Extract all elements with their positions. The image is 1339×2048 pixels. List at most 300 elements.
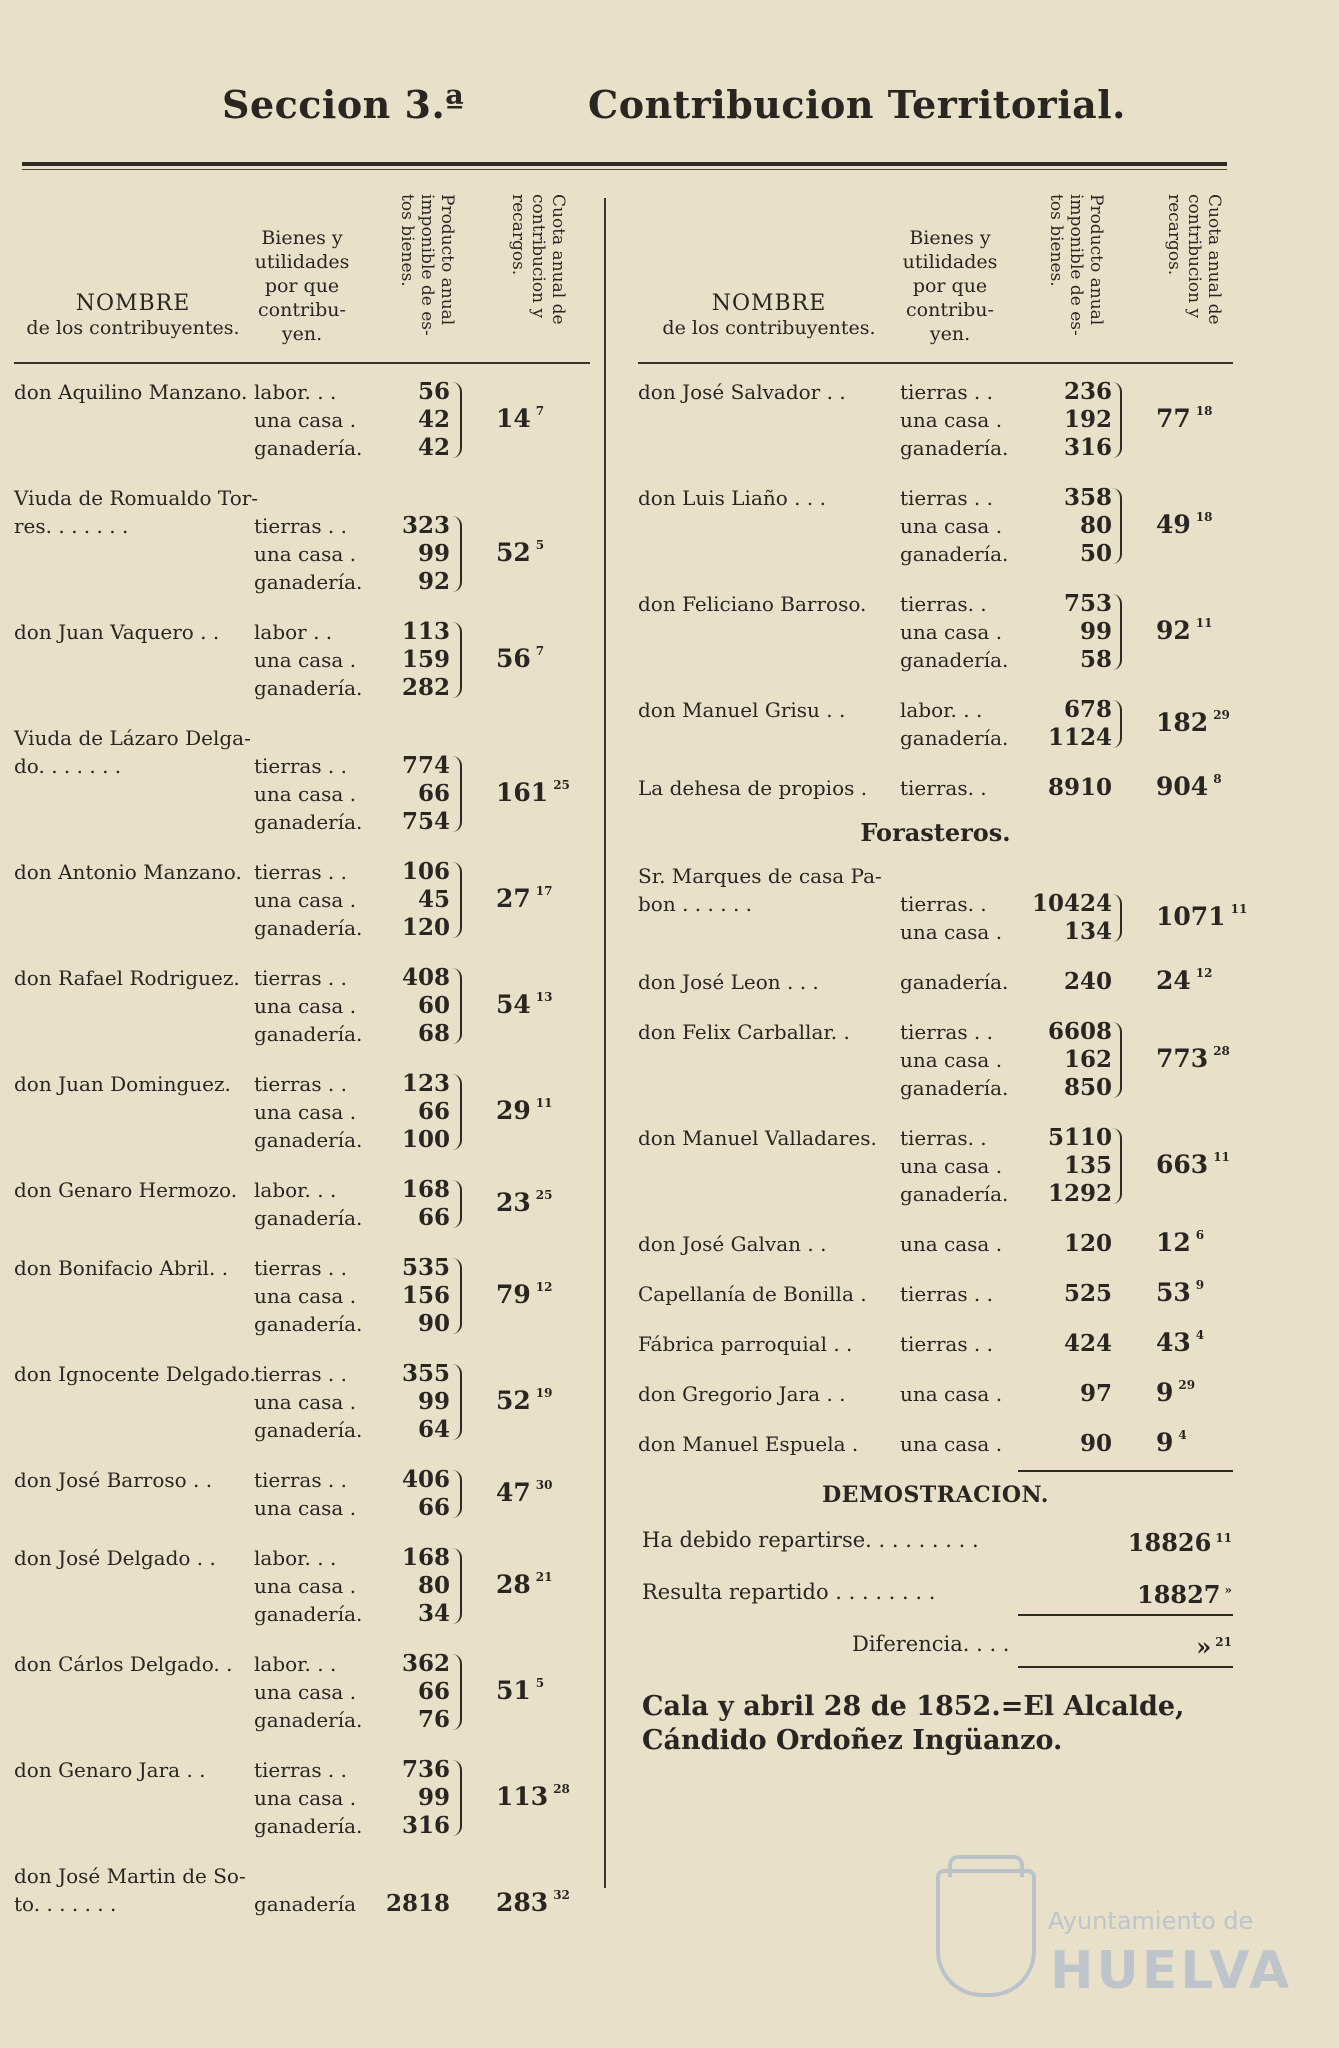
property-type: una casa . xyxy=(254,1284,357,1308)
property-value: 92 xyxy=(417,568,450,595)
property-item xyxy=(254,1572,450,1600)
property-value: 754 xyxy=(401,808,450,835)
contributor-entry xyxy=(638,378,1233,462)
contributor-name-line: Sr. Marques de casa Pa- xyxy=(638,864,882,888)
contributor-entry xyxy=(14,1862,590,1918)
contributor-name-line: Viuda de Lázaro Delga- xyxy=(14,726,251,750)
cuota-value xyxy=(496,644,544,673)
cuota-value xyxy=(1156,966,1213,995)
cuota-value xyxy=(1156,1228,1204,1257)
property-type: tierras . . xyxy=(254,1758,348,1782)
property-value: 736 xyxy=(401,1756,450,1783)
contributor-name xyxy=(14,964,240,992)
property-item xyxy=(900,724,1112,752)
cuota-reales: 54 xyxy=(496,990,531,1019)
grouping-brace xyxy=(1112,382,1122,458)
cuota-cents: 28 xyxy=(553,1782,570,1796)
property-item xyxy=(254,1360,450,1388)
grouping-brace xyxy=(1112,1128,1122,1204)
contributor-name xyxy=(14,1360,256,1388)
contributor-entry xyxy=(14,378,590,462)
contributor-name xyxy=(638,1430,858,1458)
diferencia-cents: 21 xyxy=(1215,1635,1232,1649)
cuota-reales: 43 xyxy=(1156,1328,1191,1357)
property-value: 358 xyxy=(1063,484,1112,511)
property-value: 90 xyxy=(417,1310,450,1337)
contributor-name-line: don José Galvan . . xyxy=(638,1232,827,1256)
cuota-cents: 5 xyxy=(535,1676,545,1690)
property-type: tierras . . xyxy=(254,1468,348,1492)
property-value: 99 xyxy=(1079,618,1112,645)
cuota-reales: 29 xyxy=(496,1096,531,1125)
header-nombre-sub: de los contribuyentes. xyxy=(662,317,876,339)
contributor-entry xyxy=(638,696,1233,752)
property-type: una casa . xyxy=(900,1432,1003,1456)
property-value: 58 xyxy=(1079,646,1112,673)
header-bienes: Bienes y utilidades por que contribu-yen. xyxy=(254,227,350,345)
property-items xyxy=(900,1124,1112,1208)
property-type: una casa . xyxy=(254,542,357,566)
cuota-value xyxy=(496,1386,553,1415)
cuota-reales: 182 xyxy=(1156,708,1209,737)
cuota-value xyxy=(1156,1150,1230,1179)
property-items xyxy=(900,590,1112,674)
cuota-reales: 92 xyxy=(1156,616,1191,645)
cuota-cents: 32 xyxy=(553,1888,570,1902)
property-items xyxy=(254,512,450,596)
debido-repartirse-label: Ha debido repartirse. . . . . . . . . xyxy=(642,1528,979,1552)
resulta-repartido xyxy=(642,1580,1232,1609)
property-item xyxy=(900,696,1112,724)
contributor-entry xyxy=(14,964,590,1048)
cuota-cents: 8 xyxy=(1213,772,1222,786)
property-item xyxy=(254,1254,450,1282)
property-type: una casa . xyxy=(900,620,1003,644)
property-type: una casa . xyxy=(254,1496,357,1520)
contributor-entry xyxy=(14,618,590,702)
property-items xyxy=(900,890,1112,946)
property-item xyxy=(254,540,450,568)
property-item xyxy=(254,674,450,702)
cuota-reales: 904 xyxy=(1156,772,1209,801)
property-value: 99 xyxy=(417,1784,450,1811)
property-item xyxy=(254,1176,450,1204)
contributor-name-line: don Juan Vaquero . . xyxy=(14,620,220,644)
contributor-name xyxy=(14,858,242,886)
property-item xyxy=(254,406,450,434)
forasteros-heading: Forasteros. xyxy=(860,818,1011,847)
property-value: 6608 xyxy=(1047,1018,1112,1045)
cuota-cents: 11 xyxy=(1213,1150,1230,1164)
cuota-cents: 6 xyxy=(1195,1228,1205,1242)
debido-repartirse xyxy=(642,1528,1232,1557)
cuota-value xyxy=(496,1676,544,1705)
cuota-value xyxy=(1156,1378,1195,1407)
cuota-reales: 663 xyxy=(1156,1150,1209,1179)
property-type: tierras . . xyxy=(254,966,348,990)
property-item xyxy=(900,774,1112,802)
property-item xyxy=(254,646,450,674)
grouping-brace xyxy=(452,1364,462,1440)
property-item xyxy=(254,1678,450,1706)
property-value: 80 xyxy=(1079,512,1112,539)
grouping-brace xyxy=(452,756,462,832)
property-type: ganadería. xyxy=(254,1206,363,1230)
grouping-brace xyxy=(1112,594,1122,670)
property-type: tierras . . xyxy=(254,1362,348,1386)
property-type: tierras . . xyxy=(254,514,348,538)
debido-repartirse-amount: 18826 xyxy=(1127,1528,1212,1557)
contributor-name xyxy=(638,1124,877,1152)
cuota-value xyxy=(496,1188,553,1217)
right-table-header xyxy=(638,190,1233,364)
contributor-entry xyxy=(638,862,1248,946)
contributor-name-line: don José Martin de So- xyxy=(14,1864,246,1888)
right-column xyxy=(638,190,1248,1756)
cuota-value xyxy=(496,1570,553,1599)
cuota-cents: 18 xyxy=(1195,404,1213,418)
grouping-brace xyxy=(452,968,462,1044)
cuota-value xyxy=(1156,902,1247,931)
property-items xyxy=(254,1756,450,1840)
property-type: ganadería. xyxy=(254,570,363,594)
cuota-cents: 29 xyxy=(1213,708,1230,722)
property-value: 66 xyxy=(417,1678,450,1705)
property-item xyxy=(254,1494,450,1522)
cuota-value xyxy=(1156,1428,1187,1457)
property-item xyxy=(254,808,450,836)
property-value: 80 xyxy=(417,1572,450,1599)
property-type: ganadería. xyxy=(254,1128,363,1152)
property-item xyxy=(900,1124,1112,1152)
cuota-reales: 51 xyxy=(496,1676,531,1705)
cuota-cents: 11 xyxy=(1230,902,1248,916)
cuota-cents: 18 xyxy=(1195,510,1213,524)
contributor-entry xyxy=(638,1018,1233,1102)
contributor-name-line: don José Leon . . . xyxy=(638,970,819,994)
property-value: 123 xyxy=(401,1070,450,1097)
property-items xyxy=(254,858,450,942)
cuota-value xyxy=(1156,1044,1230,1073)
contributor-entry xyxy=(14,1176,590,1232)
property-value: 408 xyxy=(401,964,450,991)
header-nombre-sub: de los contribuyentes. xyxy=(26,317,240,339)
property-items xyxy=(254,1176,450,1232)
header-nombre xyxy=(14,292,252,340)
property-item xyxy=(900,378,1112,406)
property-type: tierras. . xyxy=(900,592,987,616)
property-items xyxy=(254,752,450,836)
cuota-cents: 17 xyxy=(535,884,553,898)
contributor-name-line: to. . . . . . . xyxy=(14,1892,117,1916)
header-nombre xyxy=(638,292,900,340)
property-type: una casa . xyxy=(254,1100,357,1124)
cuota-cents: 4 xyxy=(1178,1428,1187,1442)
header-cuota: Cuota anual de contribucion y recargos. xyxy=(508,194,568,325)
contributor-entry xyxy=(638,1430,1233,1458)
property-type: una casa . xyxy=(900,1232,1003,1256)
property-value: 424 xyxy=(1063,1330,1112,1357)
property-item xyxy=(900,434,1112,462)
cuota-reales: 52 xyxy=(496,1386,531,1415)
contributor-name-line: res. . . . . . . xyxy=(14,514,129,538)
coat-of-arms-icon xyxy=(936,1869,1036,1997)
contributor-entry xyxy=(638,1280,1233,1308)
property-type: tierras . . xyxy=(900,1332,994,1356)
property-items xyxy=(900,1280,1112,1308)
property-items xyxy=(254,964,450,1048)
header-bienes: Bienes y utilidades por que contribu-yen. xyxy=(902,227,998,345)
resulta-repartido-label: Resulta repartido . . . . . . . . xyxy=(642,1580,936,1604)
property-type: ganadería. xyxy=(900,542,1009,566)
cuota-cents: 28 xyxy=(1213,1044,1230,1058)
cuota-reales: 77 xyxy=(1156,404,1191,433)
contributor-name xyxy=(14,484,258,540)
property-items xyxy=(254,618,450,702)
cuota-reales: 161 xyxy=(496,778,549,807)
contributor-name-line: don Juan Dominguez. xyxy=(14,1072,231,1096)
contributor-name-line: La dehesa de propios . xyxy=(638,776,868,800)
contributor-name xyxy=(14,1466,212,1494)
contributor-name-line: don José Barroso . . xyxy=(14,1468,213,1492)
cuota-value xyxy=(1156,404,1213,433)
property-items xyxy=(900,378,1112,462)
property-items xyxy=(900,774,1112,802)
property-item xyxy=(254,434,450,462)
cuota-cents: 12 xyxy=(535,1280,553,1294)
property-item xyxy=(254,1388,450,1416)
property-value: 535 xyxy=(401,1254,450,1281)
page-title: Contribucion Territorial. xyxy=(588,82,1126,127)
contributor-entry xyxy=(14,1360,590,1444)
bottom-rule xyxy=(1018,1666,1233,1668)
property-type: labor. . . xyxy=(900,698,983,722)
contributor-name xyxy=(14,1176,237,1204)
cuota-value xyxy=(496,1280,553,1309)
cuota-value xyxy=(496,1888,570,1917)
cuota-cents: 19 xyxy=(535,1386,553,1400)
property-items xyxy=(900,1430,1112,1458)
grouping-brace xyxy=(1112,894,1122,942)
property-item xyxy=(254,858,450,886)
diferencia-label: Diferencia. . . . xyxy=(852,1632,1010,1656)
property-items xyxy=(254,1544,450,1628)
contributor-name xyxy=(638,774,867,802)
watermark-line1: Ayuntamiento de xyxy=(1048,1907,1254,1935)
contributor-name-line: don Luis Liaño . . . xyxy=(638,486,826,510)
contributor-entry xyxy=(638,590,1233,674)
property-item xyxy=(900,968,1112,996)
property-type: tierras . . xyxy=(254,1072,348,1096)
property-value: 774 xyxy=(401,752,450,779)
property-items xyxy=(900,696,1112,752)
cuota-value xyxy=(496,1478,553,1507)
property-items xyxy=(254,1070,450,1154)
property-item xyxy=(254,886,450,914)
property-item xyxy=(254,512,450,540)
property-items xyxy=(254,1650,450,1734)
property-item xyxy=(254,1812,450,1840)
contributor-entry xyxy=(14,1070,590,1154)
property-items xyxy=(900,484,1112,568)
contributor-name-line: don Manuel Espuela . xyxy=(638,1432,859,1456)
grouping-brace xyxy=(452,862,462,938)
cuota-reales: 773 xyxy=(1156,1044,1209,1073)
contributor-entry xyxy=(14,484,590,596)
grouping-brace xyxy=(452,1074,462,1150)
cuota-value xyxy=(1156,708,1230,737)
property-item xyxy=(254,780,450,808)
property-value: 76 xyxy=(417,1706,450,1733)
grouping-brace xyxy=(1112,700,1122,748)
property-type: ganadería. xyxy=(254,810,363,834)
contributor-entry xyxy=(14,1650,590,1734)
signature-block xyxy=(642,1690,1234,1758)
property-item xyxy=(900,918,1112,946)
property-type: ganadería. xyxy=(900,970,1009,994)
property-item xyxy=(254,1416,450,1444)
property-value: 236 xyxy=(1063,378,1112,405)
cuota-cents: 11 xyxy=(1195,616,1213,630)
cuota-cents: 21 xyxy=(535,1570,553,1584)
property-value: 2818 xyxy=(385,1890,450,1917)
cuota-cents: 13 xyxy=(535,990,553,1004)
property-item xyxy=(900,1180,1112,1208)
property-value: 64 xyxy=(417,1416,450,1443)
cuota-reales: 24 xyxy=(1156,966,1191,995)
property-value: 106 xyxy=(401,858,450,885)
property-value: 99 xyxy=(417,1388,450,1415)
property-value: 362 xyxy=(401,1650,450,1677)
property-item xyxy=(900,1046,1112,1074)
property-item xyxy=(900,1074,1112,1102)
contributor-entry xyxy=(14,1544,590,1628)
property-value: 120 xyxy=(1063,1230,1112,1257)
property-type: tierras . . xyxy=(900,1282,994,1306)
grouping-brace xyxy=(452,1760,462,1836)
property-type: tierras . . xyxy=(254,754,348,778)
header-rule xyxy=(22,162,1227,166)
property-item xyxy=(254,1310,450,1338)
contributor-entry xyxy=(638,1330,1233,1358)
contributor-entry xyxy=(14,724,590,836)
property-type: ganadería. xyxy=(254,1022,363,1046)
contributor-entry xyxy=(638,774,1233,802)
property-type: labor . . xyxy=(254,620,333,644)
property-type: ganadería. xyxy=(254,436,363,460)
contributor-entry xyxy=(638,1230,1233,1258)
property-item xyxy=(254,1544,450,1572)
watermark-stamp xyxy=(930,1855,1293,2025)
property-value: 56 xyxy=(417,378,450,405)
diferencia-value xyxy=(1196,1632,1232,1661)
property-item xyxy=(254,752,450,780)
property-type: ganadería. xyxy=(254,1708,363,1732)
cuota-value xyxy=(496,404,544,433)
contributor-entry xyxy=(638,1124,1233,1208)
property-type: tierras. . xyxy=(900,892,987,916)
property-type: ganadería. xyxy=(254,916,363,940)
cuota-cents: 12 xyxy=(1195,966,1213,980)
cuota-cents: 7 xyxy=(535,644,545,658)
property-item xyxy=(254,1282,450,1310)
cuota-cents: 5 xyxy=(535,538,545,552)
property-item xyxy=(254,1466,450,1494)
property-value: 355 xyxy=(401,1360,450,1387)
debido-repartirse-value xyxy=(1128,1528,1232,1557)
contributor-name-line: don José Salvador . . xyxy=(638,380,846,404)
contributor-name xyxy=(638,696,845,724)
property-type: una casa . xyxy=(254,994,357,1018)
contributor-name-line: don Felix Carballar. . xyxy=(638,1020,850,1044)
property-type: labor. . . xyxy=(254,380,337,404)
debido-repartirse-cents: 11 xyxy=(1215,1531,1232,1545)
property-type: una casa . xyxy=(254,888,357,912)
property-value: 1292 xyxy=(1047,1180,1112,1207)
property-item xyxy=(900,890,1112,918)
contributor-name-line: bon . . . . . . xyxy=(638,892,753,916)
property-value: 100 xyxy=(401,1126,450,1153)
property-item xyxy=(254,1890,450,1918)
property-item xyxy=(254,1070,450,1098)
contributor-name xyxy=(638,1018,850,1046)
cuota-reales: 9 xyxy=(1156,1378,1174,1407)
property-item xyxy=(254,992,450,1020)
property-item xyxy=(254,1600,450,1628)
contributor-name-line: don Feliciano Barroso. xyxy=(638,592,867,616)
cuota-reales: 53 xyxy=(1156,1278,1191,1307)
cuota-reales: 28 xyxy=(496,1570,531,1599)
contributor-name xyxy=(638,1280,867,1308)
property-items xyxy=(900,968,1112,996)
property-value: 168 xyxy=(401,1176,450,1203)
header-cuota: Cuota anual de contribucion y recargos. xyxy=(1164,194,1224,325)
total-rule xyxy=(1018,1470,1233,1472)
contributor-name-line: Capellanía de Bonilla . xyxy=(638,1282,867,1306)
property-items xyxy=(254,1254,450,1338)
property-value: 10424 xyxy=(1031,890,1112,917)
property-item xyxy=(900,646,1112,674)
property-type: una casa . xyxy=(900,408,1003,432)
cuota-value xyxy=(1156,772,1222,801)
property-item xyxy=(900,540,1112,568)
property-type: labor. . . xyxy=(254,1546,337,1570)
resulta-repartido-cents: » xyxy=(1224,1583,1232,1597)
property-type: ganadería. xyxy=(254,1814,363,1838)
property-value: 113 xyxy=(401,618,450,645)
contributor-entry xyxy=(14,858,590,942)
property-value: 1124 xyxy=(1047,724,1112,751)
section-label: Seccion 3.ª xyxy=(222,82,465,127)
contributor-name-line: do. . . . . . . xyxy=(14,754,122,778)
property-value: 316 xyxy=(401,1812,450,1839)
resulta-repartido-amount: 18827 xyxy=(1137,1580,1221,1609)
contributor-entry xyxy=(14,1756,590,1840)
property-value: 5110 xyxy=(1047,1124,1112,1151)
property-item xyxy=(900,406,1112,434)
property-item xyxy=(900,618,1112,646)
grouping-brace xyxy=(452,1654,462,1730)
property-items xyxy=(900,1330,1112,1358)
property-item xyxy=(900,1018,1112,1046)
header-nombre-title: NOMBRE xyxy=(75,291,191,316)
property-value: 850 xyxy=(1063,1074,1112,1101)
property-value: 156 xyxy=(401,1282,450,1309)
property-value: 753 xyxy=(1063,590,1112,617)
contributor-name-line: don Rafael Rodriguez. xyxy=(14,966,240,990)
contributor-name xyxy=(14,1756,206,1784)
contributor-name xyxy=(14,618,219,646)
